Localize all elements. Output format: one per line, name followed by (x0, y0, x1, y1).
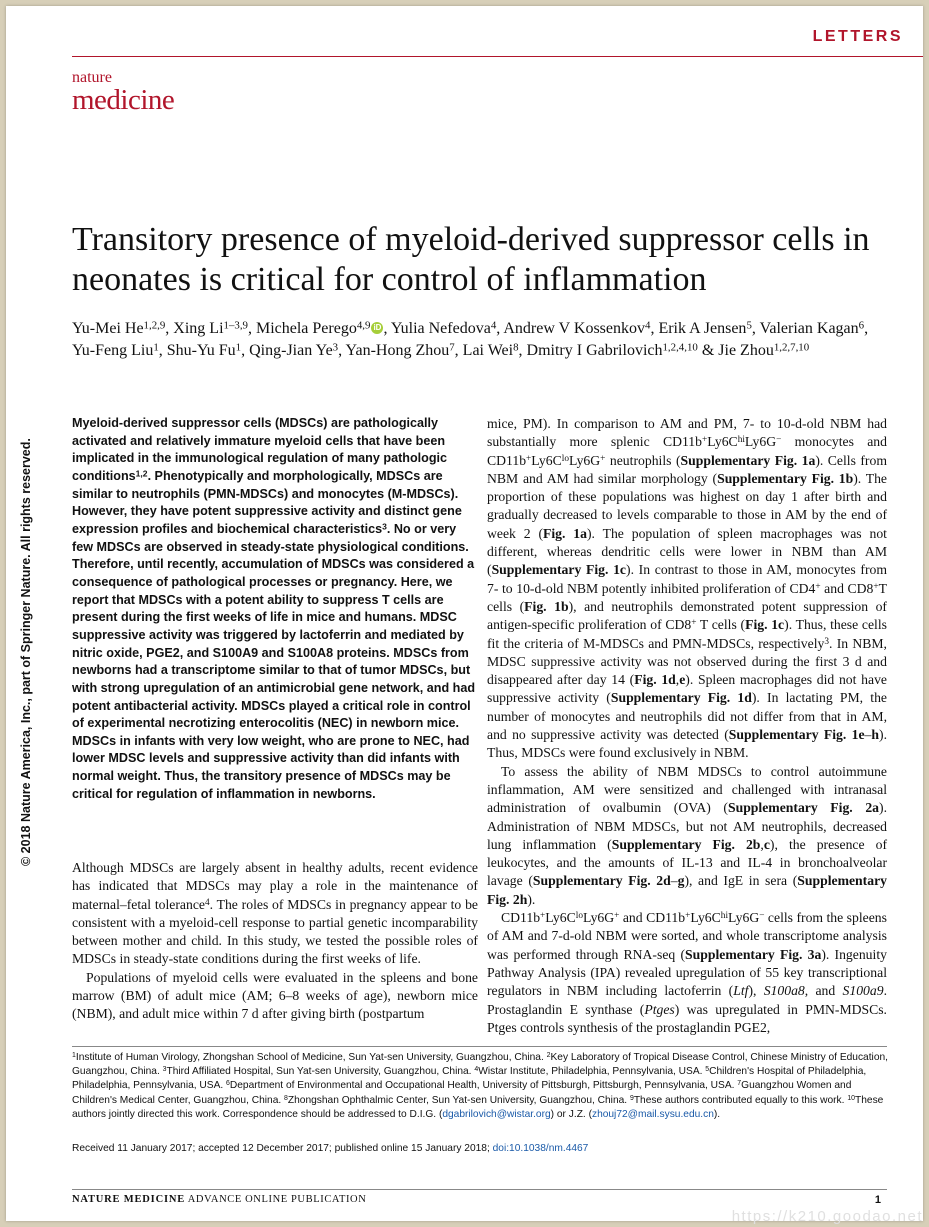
author-affiliation-mark: 4 (490, 319, 497, 332)
author-name: Yu-Mei He (72, 320, 144, 337)
text-run: Ly6C (531, 452, 562, 468)
superscript: lo (575, 911, 583, 922)
author-separator: , (383, 320, 391, 337)
figure-reference: g (677, 873, 685, 889)
superscript: + (691, 618, 697, 629)
figure-reference: c (763, 836, 770, 852)
article-title: Transitory presence of myeloid-derived suppressor cells in neonates is critical for control of inflammation (72, 221, 870, 298)
superscript: + (600, 453, 606, 464)
superscript: 3 (162, 1066, 167, 1074)
superscript: 1,2 (135, 468, 148, 479)
gene-name: Ltf (733, 983, 749, 999)
body-paragraph (487, 415, 887, 763)
text-run: ) was upregulated in PMN-MDSCs. Ptges controls synthesis of the prostaglandin PGE2, (487, 1001, 887, 1035)
footer-journal: NATURE MEDICINE (72, 1194, 186, 1205)
author-separator: , (158, 341, 167, 359)
text-run: ). The proportion of these populations was highest on day 1 after birth and gradually decreased to levels comparable to those in AM by the end of week 2 ( (487, 470, 888, 541)
watermark: https://k210.goodao.net (731, 1208, 923, 1225)
author-affiliation-mark: 1 (235, 340, 242, 353)
figure-reference: Fig. 1c (745, 617, 785, 633)
text-run: Guangzhou Women and Children's Medical Center, Guangzhou, China. (72, 1080, 852, 1106)
text-run: ). Thus, MDSCs were found exclusively in NBM. (487, 727, 887, 761)
author-name: Erik A Jensen (658, 320, 747, 337)
abstract (72, 415, 478, 803)
author-affiliation-mark: 5 (746, 319, 752, 332)
superscript: 10 (847, 1094, 856, 1102)
text-run: T cells ( (696, 617, 746, 633)
author-name: Xing Li (173, 320, 224, 337)
text-run: Populations of myeloid cells were evaluated in the spleens and bone marrow (BM) of adult mice (AM; 6–8 weeks of age), newborn mice (NBM), and adult mice within 7 d after giving birth (postpartum (72, 969, 478, 1022)
journal-page (6, 6, 923, 1221)
text-run: Ly6C (707, 434, 738, 450)
author-affiliation-mark: 8 (513, 340, 519, 353)
footer-rule (72, 1189, 887, 1190)
superscript: 5 (705, 1066, 710, 1074)
text-run: , (675, 672, 680, 688)
body-paragraph (72, 859, 478, 969)
text-run: Ly6G (728, 910, 760, 926)
author-affiliation-mark: 4,9 (356, 319, 371, 332)
author-name: Yu-Feng Liu (72, 341, 154, 359)
author-affiliation-mark: 4 (645, 319, 651, 332)
figure-reference: h (871, 727, 880, 743)
figure-reference: Fig. 1b (524, 598, 569, 614)
figure-reference: Fig. 1a (543, 525, 587, 541)
text-run: Although MDSCs are largely absent in healthy adults, recent evidence has indicated that MDSCs may play a role in the maintenance of maternal–fetal tolerance (72, 860, 478, 912)
text-run: . Prostaglandin E synthase ( (487, 983, 887, 1017)
text-run: Department of Environmental and Occupational Health, University of Pittsburgh, Pittsburgh, Pennsylvania, USA. (229, 1080, 738, 1092)
received-dates (72, 1142, 892, 1156)
text-run: ). In contrast to those in AM, monocytes from 7- to 10-d-old NBM potently inhibited proliferation of CD4 (487, 562, 887, 596)
logo-line-nature: nature (72, 69, 112, 86)
text-run: . The roles of MDSCs in pregnancy appear to be consistent with a myeloid-cell response to partial genetic incomparability between mother and child. In this study, we tested the possible roles of MDSCs in steady-state conditions during the first weeks of life. (72, 896, 478, 967)
figure-reference: Supplementary Fig. 1a (680, 452, 816, 468)
text-run: ), (748, 983, 764, 999)
text-run: To assess the ability of NBM MDSCs to control autoimmune inflammation, AM were sensitized and challenged with intranasal administration of ovalbumin (OVA) ( (487, 763, 887, 816)
section-label: LETTERS (812, 28, 903, 45)
body-paragraph (487, 763, 887, 909)
text-run: ). (713, 1108, 721, 1120)
text-run: ). Ingenuity Pathway Analysis (IPA) revealed upregulation of 55 key transcriptional regulators in NBM including lactoferrin ( (487, 946, 887, 999)
text-run: , (760, 836, 764, 852)
author-name: Andrew V Kossenkov (503, 320, 645, 337)
superscript: 3 (382, 521, 387, 532)
author-separator: , (496, 320, 504, 337)
gene-name: S100a8 (763, 983, 805, 999)
figure-reference: Fig. 1d (634, 672, 676, 688)
superscript: − (776, 435, 782, 446)
hyperlink[interactable]: doi:10.1038/nm.4467 (492, 1143, 589, 1154)
author-separator: , (518, 341, 527, 359)
text-run: Third Affiliated Hospital, Sun Yat-sen University, Guangzhou, China. (166, 1066, 475, 1078)
text-run: – (670, 873, 678, 889)
author-separator: , (247, 320, 256, 337)
author-separator: & (697, 341, 719, 359)
hyperlink[interactable]: zhouj72@mail.sysu.edu.cn (591, 1108, 714, 1120)
superscript: + (526, 453, 532, 464)
author-name: Shu-Yu Fu (166, 341, 236, 359)
author-affiliation-mark: 1,2,9 (143, 319, 166, 332)
journal-logo (72, 69, 174, 117)
text-run: monocytes and CD11b (487, 434, 887, 468)
text-run: Wistar Institute, Philadelphia, Pennsylvania, USA. (478, 1066, 706, 1078)
author-separator: , (864, 320, 869, 337)
author-name: Jie Zhou (718, 341, 774, 359)
author-affiliation-mark: 1 (153, 340, 159, 353)
superscript: + (873, 581, 879, 592)
superscript: hi (720, 911, 729, 922)
header-rule (72, 56, 923, 57)
superscript: 6 (226, 1080, 230, 1088)
running-footer (72, 1194, 366, 1205)
text-run: , and (804, 983, 843, 999)
author-affiliation-mark: 7 (449, 340, 455, 353)
text-run: Zhongshan Ophthalmic Center, Sun Yat-sen University, Guangzhou, China. (287, 1094, 630, 1106)
superscript: 4 (204, 897, 210, 908)
figure-reference: e (679, 672, 686, 688)
text-run: CD11b (501, 910, 541, 926)
author-separator: , (338, 341, 346, 359)
superscript: + (815, 581, 821, 592)
author-name: Valerian Kagan (759, 320, 859, 337)
text-run: . In NBM, MDSC suppressive activity was not observed during the first 3 d and disappeared after day 14 ( (487, 635, 887, 688)
text-run: Ly6G (568, 452, 601, 468)
figure-reference: Supplementary Fig. 2h (487, 873, 887, 907)
text-run: ), and neutrophils demonstrated potent suppression of antigen-specific proliferation of CD8 (487, 598, 887, 633)
text-run: mice, PM). In comparison to AM and PM, 7- to 10-d-old NBM had substantially more splenic CD11b (487, 416, 887, 450)
superscript: 3 (824, 636, 830, 647)
superscript: 2 (546, 1052, 551, 1060)
text-run: Institute of Human Virology, Zhongshan School of Medicine, Sun Yat-sen University, Guangzhou, China. (75, 1052, 547, 1063)
author-affiliation-mark: 3 (332, 340, 339, 353)
orcid-icon[interactable]: iD (373, 323, 382, 332)
figure-reference: Supplementary Fig. 1d (610, 690, 752, 706)
text-run: and CD8 (820, 580, 874, 596)
text-run: Ly6C (690, 910, 721, 926)
author-separator: , (751, 320, 760, 337)
author-name: Lai Wei (462, 341, 514, 359)
text-run: ). (527, 891, 536, 907)
body-column-left (72, 859, 478, 1024)
author-separator: , (165, 320, 174, 337)
text-run: . No or very few MDSCs are observed in steady-state physiological conditions. Therefore, until recently, accumulation of MDSCs was considered a consequence of pathological processes or pregnancy. Here, we report that MDSCs with a potent ability to suppress T cells are present during the first weeks of life in mice and humans. MDSC suppressive activity was triggered by lactoferrin and mediated by nitric oxide, PGE2, and S100A9 and S100A8 proteins. MDSCs from newborns had a transcriptome similar to that of tumor MDSCs, but with strong upregulation of an antimicrobial gene network, and had potent antibacterial activity. MDSCs played a critical role in control of experimental necrotizing enterocolitis (NEC) in newborn mice. MDSCs in infants with very low weight, who are prone to NEC, had lower MDSC levels and suppressive activity than did infants with normal weight. Thus, the transitory presence of MDSCs may be critical for regulation of inflammation in newborns. (72, 521, 476, 801)
figure-reference: Supplementary Fig. 2b (611, 836, 761, 852)
text-run: T cells ( (487, 580, 887, 614)
text-run: ), and IgE in sera ( (684, 873, 798, 889)
superscript: 8 (284, 1094, 288, 1102)
superscript: + (540, 911, 546, 922)
page-number: 1 (874, 1194, 881, 1206)
superscript: − (759, 911, 765, 922)
text-run: These authors jointly directed this work. Correspondence should be addressed to D.I.G. ( (72, 1094, 884, 1120)
author-separator: , (241, 341, 250, 359)
superscript: 9 (629, 1094, 634, 1102)
body-column-right (487, 415, 887, 1037)
figure-reference: Supplementary Fig. 1e (728, 727, 865, 743)
superscript: + (685, 911, 691, 922)
author-affiliation-mark: 1,2,4,10 (662, 340, 698, 353)
text-run: Ly6G (744, 434, 777, 450)
footer-publication: ADVANCE ONLINE PUBLICATION (187, 1194, 367, 1205)
text-run: Children's Hospital of Philadelphia, Philadelphia, Pennsylvania, USA. (72, 1066, 867, 1092)
superscript: hi (737, 435, 745, 446)
superscript: lo (561, 453, 569, 464)
author-name: Yulia Nefedova (390, 320, 491, 337)
figure-reference: Supplementary Fig. 1c (491, 562, 627, 578)
hyperlink[interactable]: dgabrilovich@wistar.org (442, 1108, 551, 1120)
affiliations (72, 1051, 892, 1122)
figure-reference: Supplementary Fig. 2d (532, 873, 671, 889)
text-run: Ly6C (545, 910, 576, 926)
superscript: + (702, 435, 708, 446)
text-run: ) or J.Z. ( (550, 1108, 592, 1120)
text-run: – (864, 727, 872, 743)
gene-name: S100a9 (842, 983, 884, 999)
author-name: Michela Perego (255, 320, 357, 337)
author-affiliation-mark: 1–3,9 (223, 319, 248, 332)
text-run: neutrophils ( (605, 452, 681, 468)
text-run: These authors contributed equally to this work. (633, 1094, 848, 1106)
author-affiliation-mark: 1,2,7,10 (773, 340, 810, 353)
text-run: . Phenotypically and morphologically, MDSCs are similar to neutrophils (PMN-MDSCs) and monocytes (M-MDSCs). However, they have potent suppressive activity and distinct gene expression profiles and biochemical characteristics (72, 468, 462, 536)
body-paragraph (72, 969, 478, 1024)
author-name: Dmitry I Gabrilovich (526, 341, 663, 359)
superscript: + (614, 911, 620, 922)
gene-name: Ptges (644, 1001, 675, 1017)
superscript: 1 (72, 1052, 76, 1060)
author-name: Qing-Jian Ye (249, 341, 333, 359)
figure-reference: Supplementary Fig. 1b (717, 470, 854, 486)
text-run: cells from the spleens of AM and 7-d-old NBM were sorted, and whole transcriptome analysis was performed through RNA-seq ( (487, 910, 887, 962)
text-run: ). Administration of NBM MDSCs, but not AM neutrophils, decreased lung inflammation ( (487, 800, 887, 852)
text-run: ). The population of spleen macrophages was not different, whereas dendritic cells were lower in NBM than AM ( (487, 525, 887, 578)
figure-reference: Supplementary Fig. 2a (727, 800, 880, 816)
superscript: 7 (737, 1080, 742, 1088)
figure-reference: Supplementary Fig. 3a (685, 946, 822, 962)
text-run: ). Spleen macrophages did not have suppressive activity ( (487, 672, 887, 706)
text-run: ). In lactating PM, the number of monocytes and neutrophils did not differ from that in AM, and no suppressive activity was detected ( (487, 690, 888, 743)
text-run: Key Laboratory of Tropical Disease Control, Chinese Ministry of Education, Guangzhou, China. (72, 1052, 888, 1078)
author-name: Yan-Hong Zhou (345, 341, 450, 359)
text-run: Ly6G (582, 910, 615, 926)
body-paragraph (487, 909, 887, 1037)
text-run: ). Cells from NBM and AM had similar morphology ( (487, 452, 887, 486)
text-run: Myeloid-derived suppressor cells (MDSCs) are pathologically activated and relatively immature myeloid cells that have been implicated in the immunological regulation of many pathologic conditions (72, 416, 448, 483)
text-run: Received 11 January 2017; accepted 12 December 2017; published online 15 January 2018; (72, 1143, 493, 1154)
author-affiliation-mark: 6 (858, 319, 865, 332)
copyright-sidebar: © 2018 Nature America, Inc., part of Springer Nature. All rights reserved. (19, 438, 33, 866)
affiliation-rule (72, 1046, 887, 1047)
logo-line-medicine: medicine (72, 84, 175, 116)
text-run: ). Thus, these cells fit the criteria of M-MDSCs and PMN-MDSCs, respectively (487, 617, 887, 651)
author-separator: , (650, 320, 659, 337)
superscript: 4 (474, 1066, 479, 1074)
text-run: and CD11b (619, 910, 686, 926)
text-run: ), the presence of leukocytes, and the amounts of IL-13 and IL-4 in bronchoalveolar lavage ( (487, 836, 888, 889)
author-list (72, 318, 872, 361)
author-separator: , (454, 341, 463, 359)
